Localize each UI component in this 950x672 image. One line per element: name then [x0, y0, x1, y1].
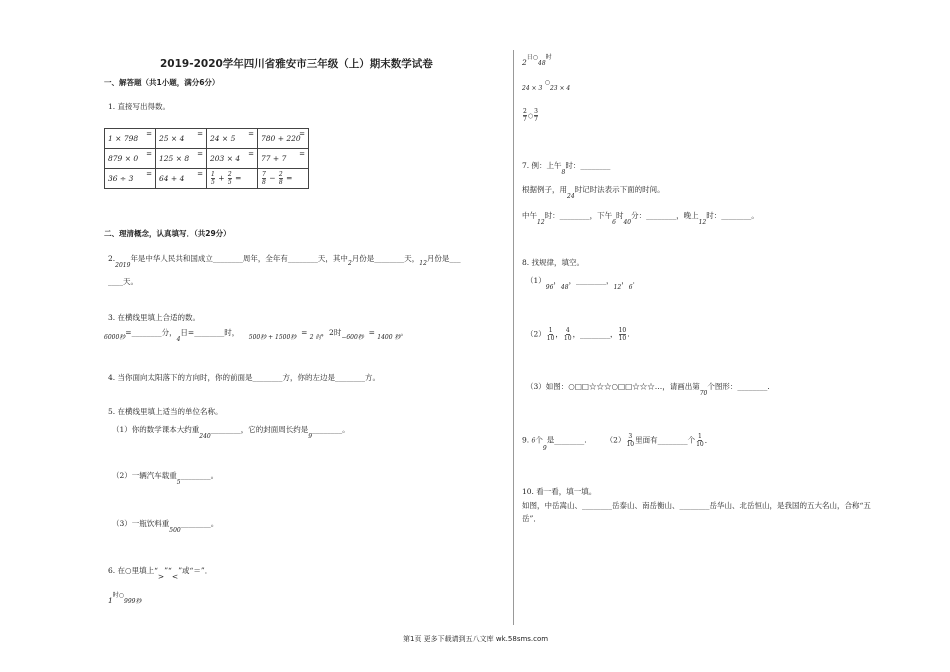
question-8-1: $(1)_{96}$，$_{48}$，________，$_{12}$，$_6$．: [526, 276, 641, 291]
question-9: 9. 6个$_9$是________. （2） $\frac{3}{10}$ 里面有________个 $\frac{1}{10}$ ．: [522, 433, 713, 452]
grid-cell-fraction: $\frac{1}{5}$ + $\frac{2}{5}$ =: [207, 169, 258, 189]
compare-item-2: 2日$○_{48}$时: [522, 54, 552, 67]
page-footer: 第1页 更多下载请到五八文库 wk.58sms.com: [403, 635, 549, 643]
question-1: 1. 直接写出得数。: [108, 102, 171, 111]
question-2: $2._{2019}$年是中华人民共和国成立________周年，全年有________天，其中$_2$月份是________天，$_{12}$月份是___: [108, 254, 461, 269]
question-5-3: （3）一瓶饮料重$_{500}$________。: [112, 519, 219, 534]
grid-cell: 77 + 7 =: [258, 149, 309, 169]
compare-item-3: $_{24 \times 3}$ ○$_{23 \times 4}$: [522, 79, 571, 92]
question-10-text: 如图，中岳嵩山、________岳泰山、南岳衡山、________岳华山、北岳恒山，是我国的五大名山，合称“五: [522, 501, 871, 510]
question-2-cont: ____天。: [108, 277, 138, 286]
grid-cell: 879 × 0 =: [105, 149, 156, 169]
question-7-line: 中午$_{12}$时：________，下午$_6$时$_{40}$分：________，晚上$_{12}$时：________。: [522, 211, 759, 226]
column-divider: [513, 50, 514, 625]
question-5-1: （1）你的数学课本大约重$_{240}$________，它的封面周长约是$_9$________。: [112, 425, 350, 440]
question-8: 8. 找规律，填空。: [522, 258, 585, 267]
grid-cell: 24 × 5 =: [207, 129, 258, 149]
question-8-2: （2） $\frac{1}{10}$ ， $\frac{4}{10}$ ，________， $\frac{10}{10}$ .: [526, 327, 630, 342]
section-1-heading: 一、解答题（共1小题，满分6分）: [104, 78, 220, 87]
page-title: 2019-2020学年四川省雅安市三年级（上）期末数学试卷: [160, 58, 433, 70]
grid-cell: 25 × 4 =: [156, 129, 207, 149]
question-6: 6. 在○里填上“>”“<”或“＝”．: [108, 566, 213, 581]
section-2-heading: 二、理清概念，认真填写．（共29分）: [104, 229, 231, 238]
question-8-3: （3）如图：○□□☆☆☆○□□☆☆☆…，请画出第$_{70}$个图形：________.: [526, 382, 770, 397]
question-5-2: （2）一辆汽车载重$_5$________。: [112, 471, 219, 486]
question-7-instruction: 根据例子，用$_{24}$时记时法表示下面的时间。: [522, 185, 665, 200]
grid-cell: 203 × 4 =: [207, 149, 258, 169]
grid-cell: 1 × 798 =: [105, 129, 156, 149]
question-5: 5. 在横线里填上适当的单位名称。: [108, 407, 223, 416]
question-10: 10. 看一看，填一填。: [522, 487, 597, 496]
question-7: 7. 例：上午$_8$时：________: [522, 161, 611, 176]
grid-cell-fraction: $\frac{7}{8}$ − $\frac{2}{8}$ =: [258, 169, 309, 189]
question-3-line: $_{6000秒}$=________分，$_4$日=________时， $_{500秒 + 1500秒}$ = $_{2 时}$，2时$_{-600秒}$ = $_{1400 秒}$。: [104, 328, 408, 343]
grid-cell: 64 + 4 =: [156, 169, 207, 189]
question-10-text-cont: 岳”．: [522, 514, 541, 523]
grid-cell: 780 + 220 =: [258, 129, 309, 149]
calc-grid: [104, 128, 309, 189]
compare-item-4: $\frac{2}{7}$ ○ $\frac{3}{7}$: [523, 108, 538, 123]
question-6-item-1: 1时$○_{999秒}$: [108, 592, 142, 605]
question-4: 4. 当你面向太阳落下的方向时，你的前面是________方，你的左边是________方。: [108, 373, 381, 382]
question-3: 3. 在横线里填上合适的数。: [108, 313, 201, 322]
grid-cell: 36 ÷ 3 =: [105, 169, 156, 189]
grid-cell: 125 × 8 =: [156, 149, 207, 169]
